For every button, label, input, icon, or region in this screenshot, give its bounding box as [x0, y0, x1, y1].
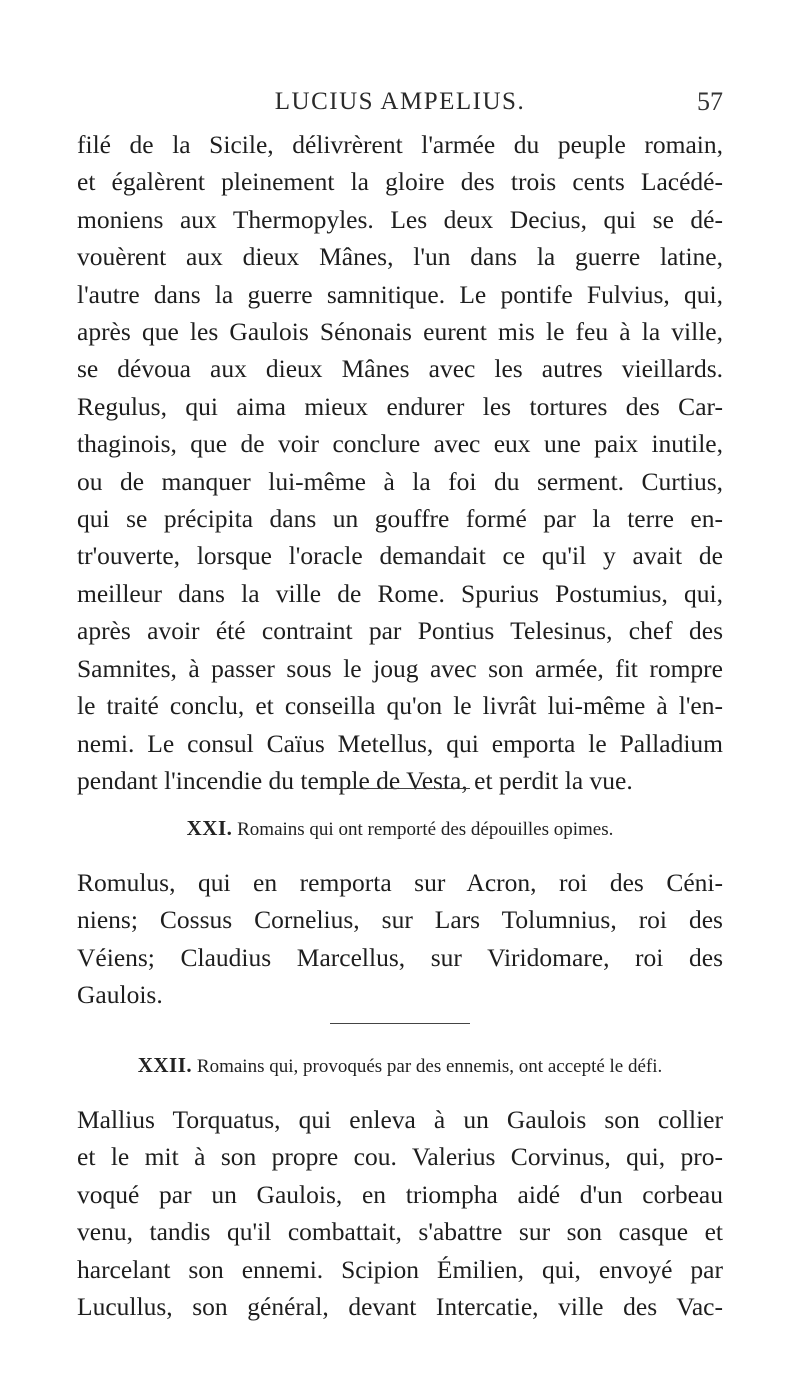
text-line: le traité conclu, et conseilla qu'on le livrât lui-même à l'en- [77, 691, 723, 721]
running-head [0, 82, 800, 122]
text-line: moniens aux Thermopyles. Les deux Decius, qui se dé- [77, 204, 723, 234]
section-title: Romains qui ont remporté des dépouilles opimes. [237, 819, 614, 840]
text-line: voqué par un Gaulois, en triompha aidé d'un corbeau [77, 1179, 723, 1209]
text-line: Samnites, à passer sous le joug avec son armée, fit rompre [77, 653, 723, 683]
text-line: et égalèrent pleinement la gloire des trois cents Lacédé- [77, 167, 723, 197]
text-line: filé de la Sicile, délivrèrent l'armée du peuple romain, [77, 130, 723, 159]
text-line: nemi. Le consul Caïus Metellus, qui emporta le Palladium [77, 728, 723, 758]
text-line: se dévoua aux dieux Mânes avec les autres vieillards. [77, 354, 723, 384]
paragraph-1 [77, 126, 723, 799]
text-line: et le mit à son propre cou. Valerius Corvinus, qui, pro- [77, 1142, 723, 1172]
text-line: niens; Cossus Cornelius, sur Lars Tolumnius, roi des [77, 905, 723, 935]
text-line: ou de manquer lui-même à la foi du serment. Curtius, [77, 466, 723, 496]
text-line: Mallius Torquatus, qui enleva à un Gaulois son collier [77, 1105, 723, 1134]
text-line: harcelant son ennemi. Scipion Émilien, qui, envoyé par [77, 1254, 723, 1284]
section-divider [330, 1023, 470, 1024]
section-heading-xxii [0, 1051, 800, 1081]
text-line: thaginois, que de voir conclure avec eux une paix inutile, [77, 429, 723, 459]
text-line: tr'ouverte, lorsque l'oracle demandait ce qu'il y avait de [77, 541, 723, 571]
text-line: l'autre dans la guerre samnitique. Le pontife Fulvius, qui, [77, 279, 723, 309]
text-line: meilleur dans la ville de Rome. Spurius Postumius, qui, [77, 578, 723, 608]
text-line: venu, tandis qu'il combattait, s'abattre sur son casque et [77, 1217, 723, 1247]
section-numeral: XXII. [137, 1053, 193, 1077]
section-heading-xxi [0, 814, 800, 844]
section-divider [330, 788, 470, 789]
section-numeral: XXI. [186, 816, 233, 840]
text-line: vouèrent aux dieux Mânes, l'un dans la guerre latine, [77, 242, 723, 272]
text-line: Regulus, qui aima mieux endurer les tortures des Car- [77, 391, 723, 421]
text-line: après avoir été contraint par Pontius Telesinus, chef des [77, 616, 723, 646]
text-line: Romulus, qui en remporta sur Acron, roi des Céni- [77, 868, 723, 897]
text-line: après que les Gaulois Sénonais eurent mis le feu à la ville, [77, 317, 723, 347]
text-line: Gaulois. [77, 980, 163, 1010]
text-line: pendant l'incendie du temple de Vesta, et perdit la vue. [77, 765, 633, 795]
running-head-title: LUCIUS AMPELIUS. [274, 88, 526, 115]
section-xxii-text [77, 1101, 723, 1325]
section-title: Romains qui, provoqués par des ennemis, ont accepté le défi. [196, 1056, 663, 1077]
section-xxi-text [77, 864, 723, 1014]
text-line: Véiens; Claudius Marcellus, sur Viridomare, roi des [77, 942, 723, 972]
text-line: qui se précipita dans un gouffre formé par la terre en- [77, 504, 723, 534]
page-number: 57 [697, 87, 723, 116]
text-line: Lucullus, son général, devant Intercatie, ville des Vac- [77, 1292, 723, 1322]
